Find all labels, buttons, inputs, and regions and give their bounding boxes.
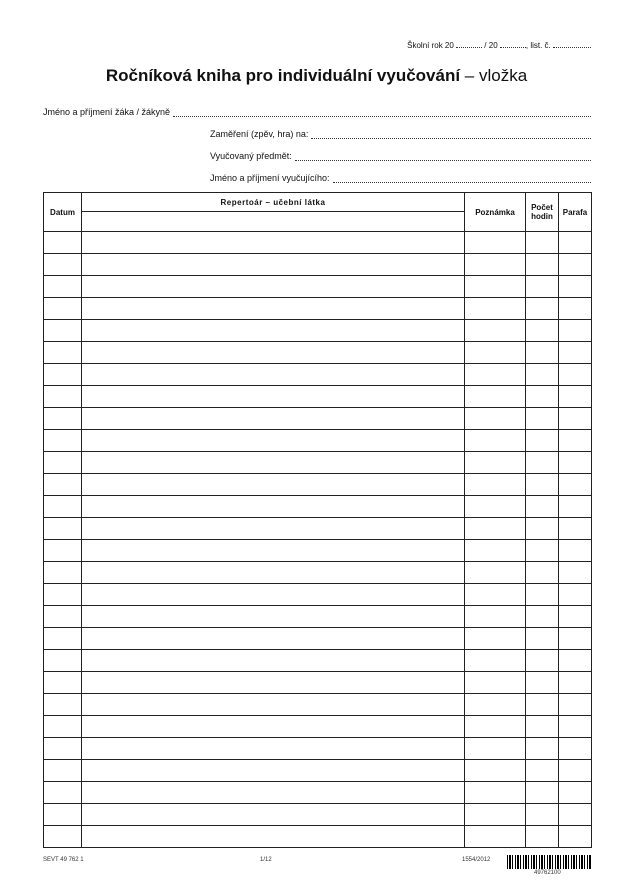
- signature-cell[interactable]: [559, 562, 592, 584]
- signature-cell[interactable]: [559, 298, 592, 320]
- table-row: [44, 342, 592, 364]
- repertoire-cell[interactable]: [82, 694, 465, 716]
- repertoire-cell[interactable]: [82, 474, 465, 496]
- note-cell[interactable]: [465, 386, 526, 408]
- repertoire-cell[interactable]: [82, 364, 465, 386]
- repertoire-cell[interactable]: [82, 320, 465, 342]
- form-code: SEVT 49 762 1: [43, 857, 84, 863]
- date-cell[interactable]: [44, 716, 82, 738]
- note-cell[interactable]: [465, 672, 526, 694]
- list-number-blank[interactable]: [553, 39, 591, 48]
- header-date: Datum: [44, 193, 82, 232]
- note-cell[interactable]: [465, 628, 526, 650]
- note-cell[interactable]: [465, 562, 526, 584]
- focus-label: Zaměření (zpěv, hra) na:: [210, 129, 309, 139]
- signature-cell[interactable]: [559, 474, 592, 496]
- table-row: [44, 254, 592, 276]
- note-cell[interactable]: [465, 694, 526, 716]
- hours-cell[interactable]: [526, 518, 559, 540]
- header-repertoire-blank: [82, 212, 465, 232]
- note-cell[interactable]: [465, 826, 526, 848]
- signature-cell[interactable]: [559, 760, 592, 782]
- repertoire-cell[interactable]: [82, 738, 465, 760]
- table-row: [44, 760, 592, 782]
- hours-cell[interactable]: [526, 628, 559, 650]
- table-row: [44, 826, 592, 848]
- table-row: [44, 628, 592, 650]
- signature-cell[interactable]: [559, 716, 592, 738]
- repertoire-cell[interactable]: [82, 672, 465, 694]
- note-cell[interactable]: [465, 474, 526, 496]
- table-row: [44, 606, 592, 628]
- hours-cell[interactable]: [526, 298, 559, 320]
- date-cell[interactable]: [44, 386, 82, 408]
- hours-cell[interactable]: [526, 738, 559, 760]
- table-row: [44, 738, 592, 760]
- signature-cell[interactable]: [559, 232, 592, 254]
- hours-cell[interactable]: [526, 276, 559, 298]
- table-row: [44, 562, 592, 584]
- date-cell[interactable]: [44, 430, 82, 452]
- note-cell[interactable]: [465, 716, 526, 738]
- signature-cell[interactable]: [559, 584, 592, 606]
- date-cell[interactable]: [44, 584, 82, 606]
- note-cell[interactable]: [465, 276, 526, 298]
- hours-cell[interactable]: [526, 804, 559, 826]
- hours-cell[interactable]: [526, 342, 559, 364]
- hours-cell[interactable]: [526, 364, 559, 386]
- repertoire-cell[interactable]: [82, 826, 465, 848]
- subject-blank[interactable]: [295, 152, 591, 161]
- signature-cell[interactable]: [559, 320, 592, 342]
- school-year-end-blank[interactable]: [500, 39, 526, 48]
- date-cell[interactable]: [44, 540, 82, 562]
- hours-cell[interactable]: [526, 540, 559, 562]
- hours-cell[interactable]: [526, 386, 559, 408]
- hours-cell[interactable]: [526, 716, 559, 738]
- date-cell[interactable]: [44, 760, 82, 782]
- title-main: Ročníková kniha pro individuální vyučování: [105, 66, 461, 85]
- repertoire-cell[interactable]: [82, 518, 465, 540]
- note-cell[interactable]: [465, 452, 526, 474]
- header-note: Poznámka: [465, 193, 526, 232]
- date-cell[interactable]: [44, 650, 82, 672]
- header-hours: [526, 193, 559, 232]
- note-cell[interactable]: [465, 320, 526, 342]
- header-hours-line1: Počet: [531, 203, 553, 212]
- hours-cell[interactable]: [526, 826, 559, 848]
- signature-cell[interactable]: [559, 826, 592, 848]
- signature-cell[interactable]: [559, 694, 592, 716]
- repertoire-cell[interactable]: [82, 496, 465, 518]
- date-cell[interactable]: [44, 408, 82, 430]
- hours-cell[interactable]: [526, 232, 559, 254]
- hours-cell[interactable]: [526, 254, 559, 276]
- date-cell[interactable]: [44, 474, 82, 496]
- table-row: [44, 386, 592, 408]
- hours-cell[interactable]: [526, 672, 559, 694]
- date-cell[interactable]: [44, 254, 82, 276]
- repertoire-cell[interactable]: [82, 276, 465, 298]
- teacher-name-blank[interactable]: [333, 174, 591, 183]
- note-cell[interactable]: [465, 408, 526, 430]
- barcode-number: 49762100: [534, 870, 561, 876]
- title-suffix: – vložka: [460, 66, 528, 85]
- note-cell[interactable]: [465, 518, 526, 540]
- table-row: [44, 804, 592, 826]
- table-body: [44, 232, 592, 848]
- table-row: [44, 408, 592, 430]
- hours-cell[interactable]: [526, 650, 559, 672]
- table-row: [44, 650, 592, 672]
- signature-cell[interactable]: [559, 408, 592, 430]
- date-cell[interactable]: [44, 232, 82, 254]
- header-repertoire: Repertoár – učební látka: [82, 193, 465, 212]
- school-year-start-blank[interactable]: [456, 39, 482, 48]
- note-cell[interactable]: [465, 606, 526, 628]
- table-row: [44, 518, 592, 540]
- school-year-prefix: Školní rok 20: [407, 41, 454, 50]
- note-cell[interactable]: [465, 364, 526, 386]
- date-cell[interactable]: [44, 694, 82, 716]
- signature-cell[interactable]: [559, 650, 592, 672]
- hours-cell[interactable]: [526, 320, 559, 342]
- table-row: [44, 474, 592, 496]
- table-row: [44, 782, 592, 804]
- form-number: 1554/2012: [462, 857, 491, 863]
- barcode: [507, 855, 591, 869]
- table-row: [44, 496, 592, 518]
- repertoire-cell[interactable]: [82, 760, 465, 782]
- hours-cell[interactable]: [526, 452, 559, 474]
- table-row: [44, 430, 592, 452]
- hours-cell[interactable]: [526, 562, 559, 584]
- table-row: [44, 716, 592, 738]
- repertoire-cell[interactable]: [82, 628, 465, 650]
- repertoire-cell[interactable]: [82, 562, 465, 584]
- signature-cell[interactable]: [559, 342, 592, 364]
- signature-cell[interactable]: [559, 386, 592, 408]
- table-row: [44, 276, 592, 298]
- date-cell[interactable]: [44, 298, 82, 320]
- student-name-field: [43, 107, 591, 117]
- note-cell[interactable]: [465, 782, 526, 804]
- date-cell[interactable]: [44, 782, 82, 804]
- date-cell[interactable]: [44, 628, 82, 650]
- teacher-name-field: [210, 173, 591, 183]
- date-cell[interactable]: [44, 342, 82, 364]
- student-name-label: Jméno a příjmení žáka / žákyně: [43, 107, 171, 117]
- repertoire-cell[interactable]: [82, 408, 465, 430]
- signature-cell[interactable]: [559, 672, 592, 694]
- page-indicator: 1/12: [260, 857, 272, 863]
- subject-field: [210, 151, 591, 161]
- signature-cell[interactable]: [559, 606, 592, 628]
- hours-cell[interactable]: [526, 474, 559, 496]
- focus-blank[interactable]: [311, 130, 591, 139]
- hours-cell[interactable]: [526, 782, 559, 804]
- signature-cell[interactable]: [559, 628, 592, 650]
- table-row: [44, 452, 592, 474]
- note-cell[interactable]: [465, 254, 526, 276]
- table-row: [44, 320, 592, 342]
- school-year-line: [407, 39, 591, 50]
- repertoire-cell[interactable]: [82, 452, 465, 474]
- page-title: [0, 66, 633, 86]
- signature-cell[interactable]: [559, 254, 592, 276]
- focus-field: [210, 129, 591, 139]
- note-cell[interactable]: [465, 298, 526, 320]
- repertoire-cell[interactable]: [82, 540, 465, 562]
- signature-cell[interactable]: [559, 276, 592, 298]
- note-cell[interactable]: [465, 584, 526, 606]
- note-cell[interactable]: [465, 760, 526, 782]
- header-hours-line2: hodin: [531, 212, 553, 221]
- hours-cell[interactable]: [526, 496, 559, 518]
- signature-cell[interactable]: [559, 804, 592, 826]
- signature-cell[interactable]: [559, 430, 592, 452]
- date-cell[interactable]: [44, 804, 82, 826]
- note-cell[interactable]: [465, 430, 526, 452]
- table-row: [44, 672, 592, 694]
- school-year-mid: / 20: [484, 41, 498, 50]
- repertoire-cell[interactable]: [82, 254, 465, 276]
- repertoire-cell[interactable]: [82, 782, 465, 804]
- teacher-name-label: Jméno a příjmení vyučujícího:: [210, 173, 330, 183]
- signature-cell[interactable]: [559, 540, 592, 562]
- note-cell[interactable]: [465, 540, 526, 562]
- list-number-label: , list. č.: [525, 41, 551, 50]
- signature-cell[interactable]: [559, 496, 592, 518]
- note-cell[interactable]: [465, 804, 526, 826]
- repertoire-cell[interactable]: [82, 606, 465, 628]
- date-cell[interactable]: [44, 364, 82, 386]
- date-cell[interactable]: [44, 826, 82, 848]
- hours-cell[interactable]: [526, 430, 559, 452]
- date-cell[interactable]: [44, 518, 82, 540]
- signature-cell[interactable]: [559, 782, 592, 804]
- note-cell[interactable]: [465, 738, 526, 760]
- repertoire-cell[interactable]: [82, 298, 465, 320]
- date-cell[interactable]: [44, 738, 82, 760]
- hours-cell[interactable]: [526, 584, 559, 606]
- table-row: [44, 694, 592, 716]
- repertoire-cell[interactable]: [82, 430, 465, 452]
- repertoire-cell[interactable]: [82, 386, 465, 408]
- note-cell[interactable]: [465, 232, 526, 254]
- repertoire-cell[interactable]: [82, 804, 465, 826]
- date-cell[interactable]: [44, 452, 82, 474]
- repertoire-cell[interactable]: [82, 650, 465, 672]
- header-signature: Parafa: [559, 193, 592, 232]
- table-row: [44, 298, 592, 320]
- repertoire-cell[interactable]: [82, 584, 465, 606]
- date-cell[interactable]: [44, 672, 82, 694]
- date-cell[interactable]: [44, 320, 82, 342]
- date-cell[interactable]: [44, 496, 82, 518]
- repertoire-cell[interactable]: [82, 232, 465, 254]
- repertoire-cell[interactable]: [82, 342, 465, 364]
- date-cell[interactable]: [44, 562, 82, 584]
- repertoire-cell[interactable]: [82, 716, 465, 738]
- table-row: [44, 584, 592, 606]
- hours-cell[interactable]: [526, 760, 559, 782]
- signature-cell[interactable]: [559, 738, 592, 760]
- subject-label: Vyučovaný předmět:: [210, 151, 292, 161]
- note-cell[interactable]: [465, 342, 526, 364]
- table-row: [44, 540, 592, 562]
- signature-cell[interactable]: [559, 364, 592, 386]
- table-row: [44, 232, 592, 254]
- date-cell[interactable]: [44, 606, 82, 628]
- signature-cell[interactable]: [559, 452, 592, 474]
- hours-cell[interactable]: [526, 694, 559, 716]
- table-row: [44, 364, 592, 386]
- note-cell[interactable]: [465, 496, 526, 518]
- date-cell[interactable]: [44, 276, 82, 298]
- note-cell[interactable]: [465, 650, 526, 672]
- student-name-blank[interactable]: [173, 108, 591, 117]
- signature-cell[interactable]: [559, 518, 592, 540]
- lesson-record-table: [43, 192, 592, 848]
- hours-cell[interactable]: [526, 606, 559, 628]
- hours-cell[interactable]: [526, 408, 559, 430]
